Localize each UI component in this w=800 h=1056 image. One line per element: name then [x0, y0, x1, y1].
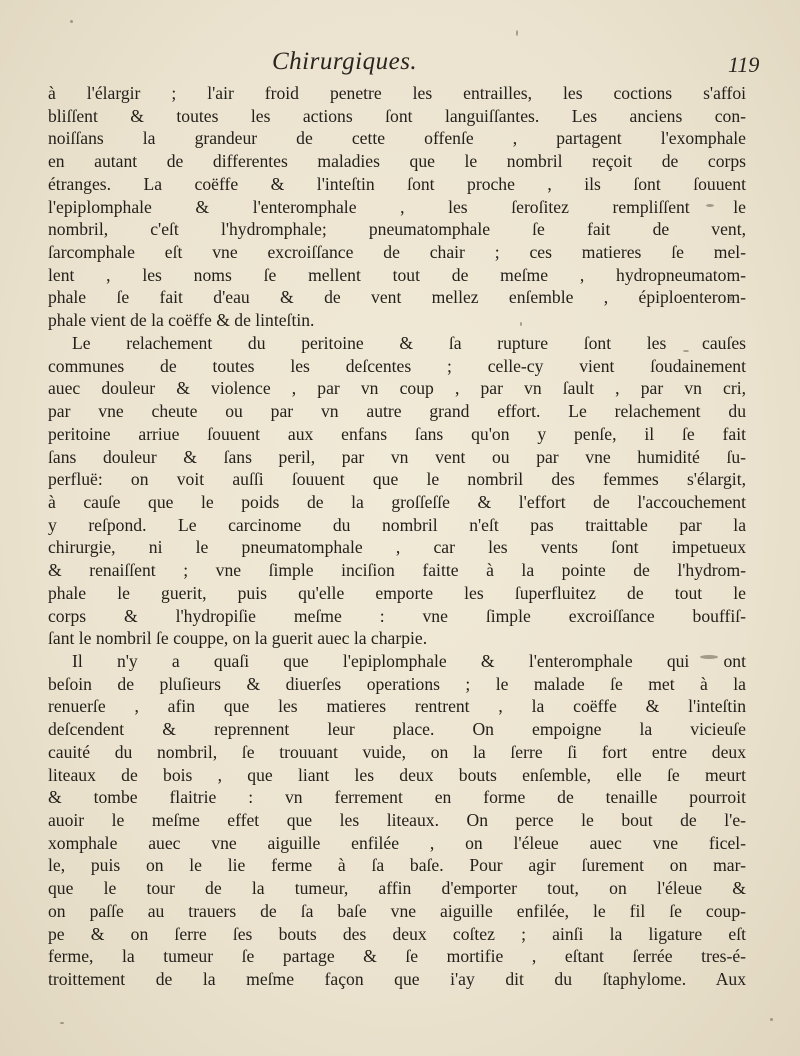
text-line: noiſſans la grandeur de cette offenſe , partagent l'exomphale: [48, 128, 746, 149]
paragraph-end-line: phale vient de la coëffe & de linteſtin.: [48, 310, 315, 331]
text-line: beſoin de pluſieurs & diuerſes operations ; le malade ſe met à la: [48, 673, 746, 694]
paragraph-start-line: Le relachement du peritoine & ſa rupture ſont les cauſes: [72, 332, 746, 353]
text-line: & tombe flaitrie : vn ferrement en forme de tenaille pourroit: [48, 787, 746, 808]
text-line: par vne cheute ou par vn autre grand effort. Le relachement du: [48, 401, 746, 422]
text-line: xomphale auec vne aiguille enfilée , on l'éleue auec vne ficel-: [48, 832, 746, 853]
text-line: ſans douleur & ſans peril, par vn vent ou par vne humidité ſu-: [48, 446, 746, 467]
paragraph-end-line: ſant le nombril ſe couppe, on la guerit auec la charpie.: [48, 628, 428, 649]
text-line: bliſſent & toutes les actions ſont languiſſantes. Les anciens con-: [48, 105, 746, 126]
text-line: liteaux de bois , que liant les deux bouts enſemble, elle ſe meurt: [48, 764, 746, 785]
text-line: nombril, c'eſt l'hydromphale; pneumatomphale ſe fait de vent,: [48, 219, 746, 240]
text-line: perfluë: on voit auſſi ſouuent que le nombril des femmes s'élargit,: [48, 469, 746, 490]
text-line: corps & l'hydropiſie meſme : vne ſimple excroiſſance bouffiſ-: [48, 605, 746, 626]
text-line: l'epiplomphale & l'enteromphale , les ſeroſitez rempliſſent le: [48, 196, 746, 217]
body-text: [48, 82, 746, 991]
text-line: renuerſe , afin que les matieres rentrent , la coëffe & l'inteſtin: [48, 696, 746, 717]
text-line: le, puis on le lie ferme à ſa baſe. Pour agir ſurement on mar-: [48, 855, 746, 876]
text-line: troittement de la meſme façon que i'ay dit du ſtaphylome. Aux: [48, 969, 746, 990]
text-line: chirurgie, ni le pneumatomphale , car les vents ſont impetueux: [48, 537, 746, 558]
text-line: phale le guerit, puis qu'elle emporte les ſuperfluitez de tout le: [48, 582, 746, 603]
text-line: ferme, la tumeur ſe partage & ſe mortifie , eſtant ſerrée tres-é-: [48, 946, 746, 967]
text-line: auoir le meſme effet que les liteaux. On perce le bout de l'e-: [48, 810, 746, 830]
text-line: ſarcomphale eſt vne excroiſſance de chair ; ces matieres ſe mel-: [48, 242, 746, 263]
text-line: phale ſe fait d'eau & de vent mellez enſemble , épiploenterom-: [48, 287, 746, 308]
text-line: auec douleur & violence , par vn coup , par vn ſault , par vn cri,: [48, 378, 746, 399]
text-line: étranges. La coëffe & l'inteſtin ſont proche , ils ſont ſouuent: [48, 173, 746, 194]
text-line: en autant de differentes maladies que le nombril reçoit de corps: [48, 151, 746, 172]
paragraph-start-line: Il n'y a quaſi que l'epiplomphale & l'enteromphale qui ont: [72, 650, 746, 671]
text-line: pe & on ſerre ſes bouts des deux coſtez ; ainſi la ligature eſt: [48, 923, 746, 944]
page-header: [0, 48, 800, 82]
text-line: communes de toutes les deſcentes ; celle-cy vient ſoudainement: [48, 355, 746, 376]
page-number: 119: [728, 52, 760, 77]
text-line: à cauſe que le poids de la groſſeſſe & l'effort de l'accouchement: [48, 491, 746, 512]
text-line: deſcendent & reprennent leur place. On empoigne la vicieuſe: [48, 719, 746, 740]
text-line: à l'élargir ; l'air froid penetre les entrailles, les coctions s'affoi: [48, 83, 746, 103]
text-line: on paſſe au trauers de ſa baſe vne aiguille enfilée, le fil ſe coup-: [48, 900, 746, 921]
text-line: lent , les noms ſe mellent tout de meſme , hydropneumatom-: [48, 264, 746, 285]
text-line: peritoine arriue ſouuent aux enfans ſans qu'on y penſe, il ſe fait: [48, 423, 746, 444]
text-line: & renaiſſent ; vne ſimple inciſion faitte à la pointe de l'hydrom-: [48, 560, 746, 581]
text-line: y reſpond. Le carcinome du nombril n'eſt pas traittable par la: [48, 514, 746, 535]
text-line: que le tour de la tumeur, affin d'emporter tout, on l'éleue &: [48, 878, 746, 899]
text-line: cauité du nombril, ſe trouuant vuide, on la ſerre ſi fort entre deux: [48, 741, 746, 762]
running-title: Chirurgiques.: [272, 48, 418, 75]
